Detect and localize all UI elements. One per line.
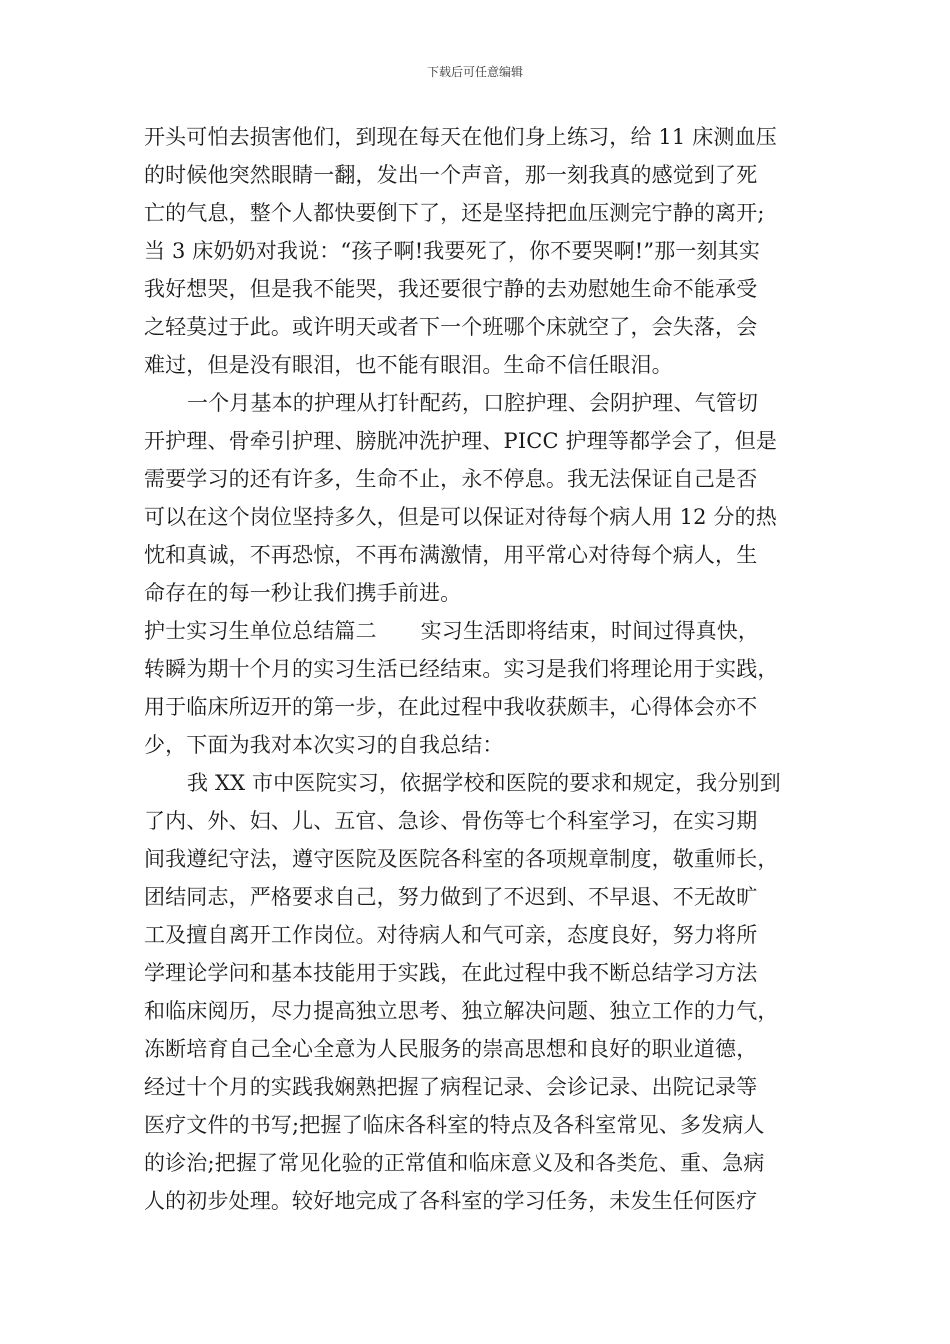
text-line: 可以在这个岗位坚持多久，但是可以保证对待每个病人用 12 分的热 <box>144 505 777 529</box>
text-line: 开头可怕去损害他们，到现在每天在他们身上练习，给 11 床测血压 <box>144 125 777 149</box>
text-line: 之轻莫过于此。或许明天或者下一个班哪个床就空了，会失落，会 <box>144 315 758 339</box>
text-line: 工及擅自离开工作岗位。对待病人和气可亲，态度良好，努力将所 <box>144 923 758 947</box>
text-line: 了内、外、妇、儿、五官、急诊、骨伤等七个科室学习，在实习期 <box>144 809 758 833</box>
text-line: 学理论学问和基本技能用于实践，在此过程中我不断总结学习方法 <box>144 961 758 985</box>
text-line: 的时候他突然眼睛一翻，发出一个声音，那一刻我真的感觉到了死 <box>144 163 758 187</box>
text-line: 忱和真诚，不再恐惊，不再布满激情，用平常心对待每个病人，生 <box>144 543 758 567</box>
section-heading-line <box>144 612 810 650</box>
text-line: 我好想哭，但是我不能哭，我还要很宁静的去劝慰她生命不能承受 <box>144 277 758 301</box>
text-line: 亡的气息，整个人都快要倒下了，还是坚持把血压测完宁静的离开; <box>144 201 765 225</box>
text-line: 少，下面为我对本次实习的自我总结： <box>144 733 504 757</box>
text-line: 一个月基本的护理从打针配药，口腔护理、会阴护理、气管切 <box>187 391 759 415</box>
text-line: 用于临床所迈开的第一步，在此过程中我收获颇丰，心得体会亦不 <box>144 695 758 719</box>
text-line: 医疗文件的书写;把握了临床各科室的特点及各科室常见、多发病人 <box>144 1113 765 1137</box>
text-line: 难过，但是没有眼泪，也不能有眼泪。生命不信任眼泪。 <box>144 353 673 377</box>
section-title: 护士实习生单位总结篇二 <box>144 619 377 643</box>
text-line: 间我遵纪守法，遵守医院及医院各科室的各项规章制度，敬重师长， <box>144 847 779 871</box>
document-body <box>144 118 810 1220</box>
page-header: 下载后可任意编辑 <box>426 65 523 79</box>
text-line: 命存在的每一秒让我们携手前进。 <box>144 581 462 605</box>
text-line: 转瞬为期十个月的实习生活已经结束。实习是我们将理论用于实践， <box>144 657 779 681</box>
text-line: 团结同志，严格要求自己，努力做到了不迟到、不早退、不无故旷 <box>144 885 758 909</box>
text-line: 我 XX 市中医院实习，依据学校和医院的要求和规定，我分别到 <box>187 771 781 795</box>
text-line: 实习生活即将结束，时间过得真快， <box>420 619 760 643</box>
text-line: 经过十个月的实践我娴熟把握了病程记录、会诊记录、出院记录等 <box>144 1075 758 1099</box>
text-line: 冻断培育自己全心全意为人民服务的崇高思想和良好的职业道德， <box>144 1037 758 1061</box>
text-line: 的诊治;把握了常见化验的正常值和临床意义及和各类危、重、急病 <box>144 1151 765 1175</box>
text-line: 开护理、骨牵引护理、膀胱冲洗护理、PICC 护理等都学会了，但是 <box>144 429 778 453</box>
text-line: 和临床阅历，尽力提高独立思考、独立解决问题、独立工作的力气， <box>144 999 779 1023</box>
text-line: 需要学习的还有许多，生命不止，永不停息。我无法保证自己是否 <box>144 467 758 491</box>
text-line: 人的初步处理。较好地完成了各科室的学习任务，未发生任何医疗 <box>144 1189 758 1213</box>
text-line: 当 3 床奶奶对我说：“孩子啊!我要死了，你不要哭啊!”那一刻其实 <box>144 239 761 263</box>
